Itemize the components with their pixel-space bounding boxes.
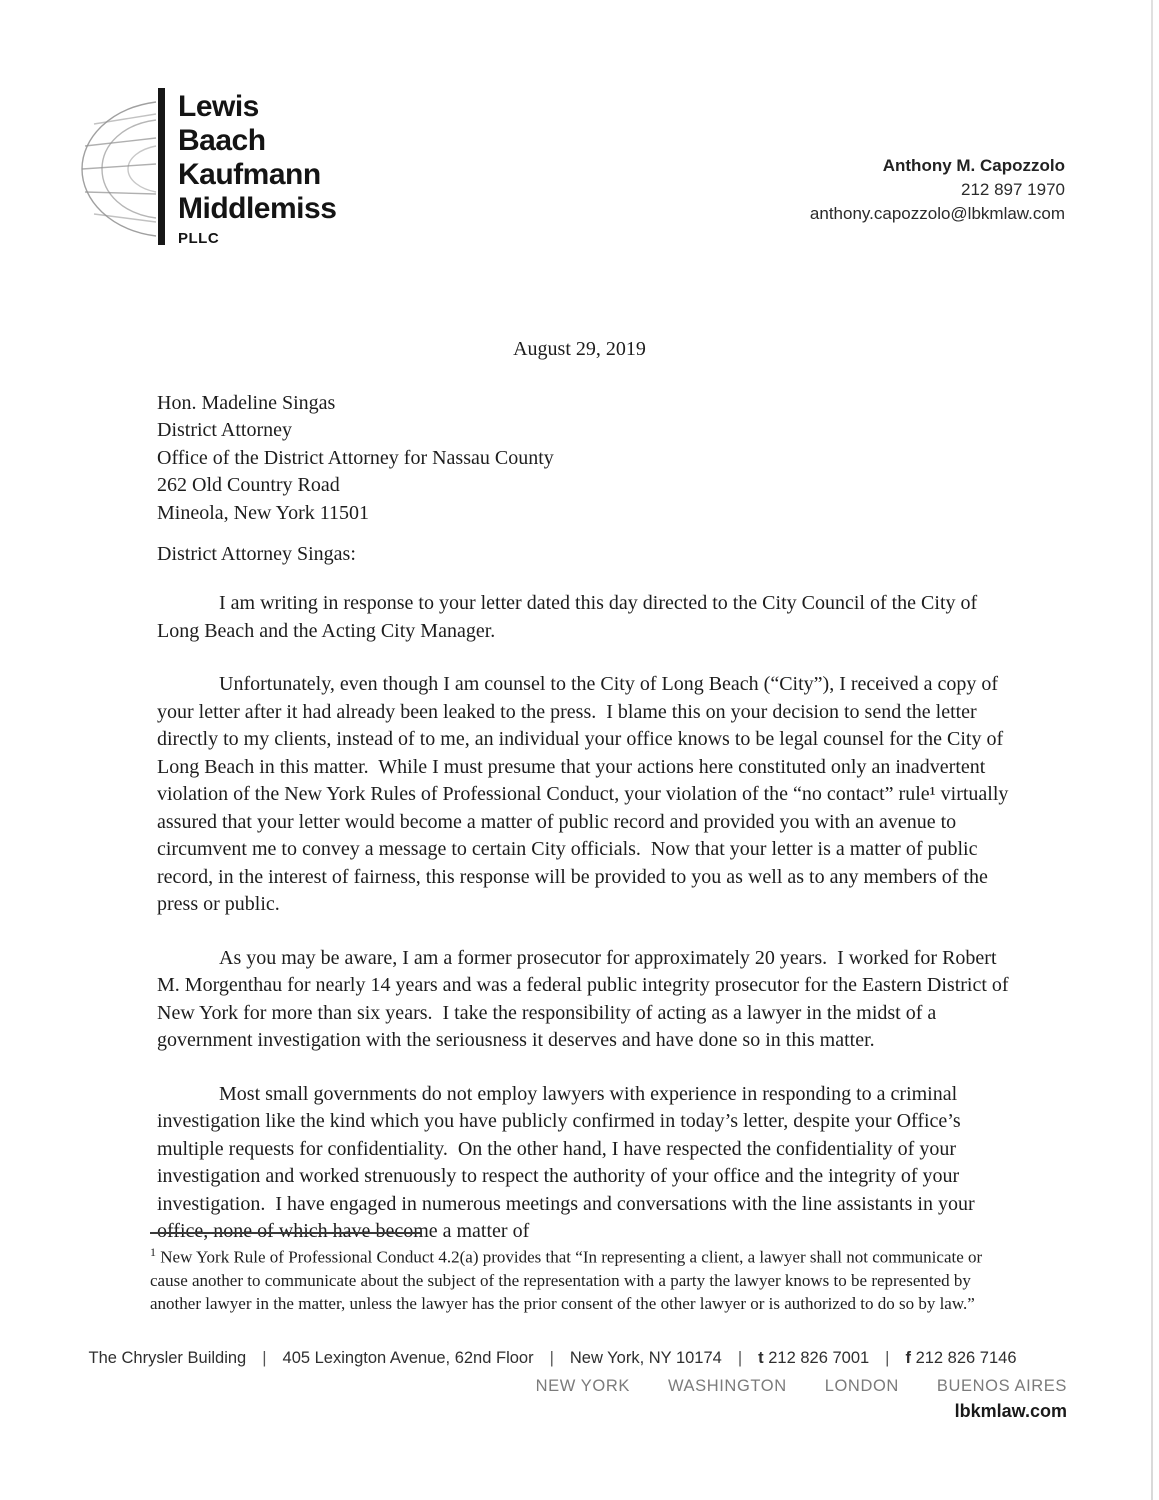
address-line: Hon. Madeline Singas [157, 392, 336, 414]
firm-name-line: Middlemiss [178, 192, 337, 225]
firm-logo [80, 88, 336, 247]
footer-separator: | [549, 1349, 554, 1367]
footnote-separator [150, 1232, 422, 1234]
firm-name-line: Kaufmann [178, 158, 321, 191]
letter-paragraph: Most small governments do not employ lawyers with experience in responding to a criminal investigation like the kind which you have publicly confirmed in today’s letter, despite your Office’s multiple requests for confidentiality. On the other hand, I have respected the confidentiality of your investigation and worked strenuously to respect the authority of your office and the integrity of your investigation. I have engaged in numerous meetings and conversations with the line assistants in your office, none of which have become a matter of [157, 1082, 980, 1242]
letter-date: August 29, 2019 [513, 338, 646, 360]
office-name: BUENOS AIRES [936, 1377, 1067, 1395]
footer-address-line [0, 1349, 1105, 1368]
address-line: Mineola, New York 11501 [157, 501, 370, 524]
firm-website: lbkmlaw.com [954, 1401, 1067, 1421]
office-name: LONDON [824, 1377, 899, 1395]
address-line: Office of the District Attorney for Nassau County [157, 446, 554, 469]
attorney-name: Anthony M. Capozzolo [882, 156, 1065, 175]
letter-paragraph: Unfortunately, even though I am counsel to the City of Long Beach (“City”), I received a copy of your letter after it had already been leaked to the press. I blame this on your decision to send the letter directly to my clients, instead of to me, an individual your office knows to be legal counsel for the City of Long Beach in this matter. While I must presume that your actions here constituted only an inadvertent violation of the New York Rules of Professional Conduct, your violation of the “no contact” rule¹ virtually assured that your letter would become a matter of public record and provided you with an avenue to circumvent me to convey a message to certain City officials. Now that your letter is a matter of public record, in the interest of fairness, this response will be provided to you as well as to any members of the press or public. [157, 673, 1014, 915]
office-name: NEW YORK [535, 1377, 630, 1395]
letterhead [80, 88, 1065, 247]
footer-street: 405 Lexington Avenue, 62nd Floor [282, 1349, 534, 1367]
firm-suffix: PLLC [178, 230, 220, 247]
footer-fax: f 212 826 7146 [905, 1349, 1017, 1367]
attorney-email: anthony.capozzolo@lbkmlaw.com [809, 204, 1065, 223]
footnote-marker: 1 [150, 1245, 156, 1259]
footer-building: The Chrysler Building [88, 1349, 247, 1367]
footnote-text: $^1$ New York Rule of Professional Conduct 4.2(a) provides that “In representing a client, a lawyer shall not communicate or cause another to communicate about the subject of the representation with a party the lawyer knows to be represented by another lawyer in the matter, unless the lawyer has the prior consent of the other lawyer or is authorized to do so by law.” [150, 1245, 983, 1313]
firm-wordmark [178, 88, 336, 247]
footer-separator: | [737, 1349, 743, 1367]
footnote-block [150, 1232, 1018, 1315]
letter-body [157, 590, 1013, 1272]
globe-icon [80, 94, 158, 244]
address-line: 262 Old Country Road [157, 474, 340, 497]
attorney-contact-block [810, 154, 1065, 247]
footer-city: New York, NY 10174 [569, 1349, 722, 1367]
footer-phone: t 212 826 7001 [758, 1349, 870, 1367]
office-name: WASHINGTON [667, 1377, 787, 1395]
logo-divider-bar [158, 88, 165, 245]
recipient-address [157, 390, 554, 527]
address-line: District Attorney [157, 419, 292, 442]
firm-name-line: Baach [178, 124, 266, 157]
salutation: District Attorney Singas: [157, 543, 356, 565]
letter-paragraph: As you may be aware, I am a former prosecutor for approximately 20 years. I worked for Robert M. Morgenthau for nearly 14 years and was a federal public integrity prosecutor for the Eastern District of New York for more than six years. I take the responsibility of acting as a lawyer in the midst of a government investigation with the seriousness it deserves and have done so in this matter. [157, 946, 1014, 1051]
scan-edge-artifact [1151, 0, 1153, 1500]
attorney-phone: 212 897 1970 [961, 180, 1065, 199]
footer-offices [498, 1377, 1067, 1396]
footer-separator: | [885, 1349, 890, 1367]
letter-paragraph: I am writing in response to your letter dated this day directed to the City Council of the City of Long Beach and the Acting City Manager. [157, 592, 983, 642]
firm-name-line: Lewis [178, 90, 259, 123]
footer-separator: | [262, 1349, 267, 1367]
